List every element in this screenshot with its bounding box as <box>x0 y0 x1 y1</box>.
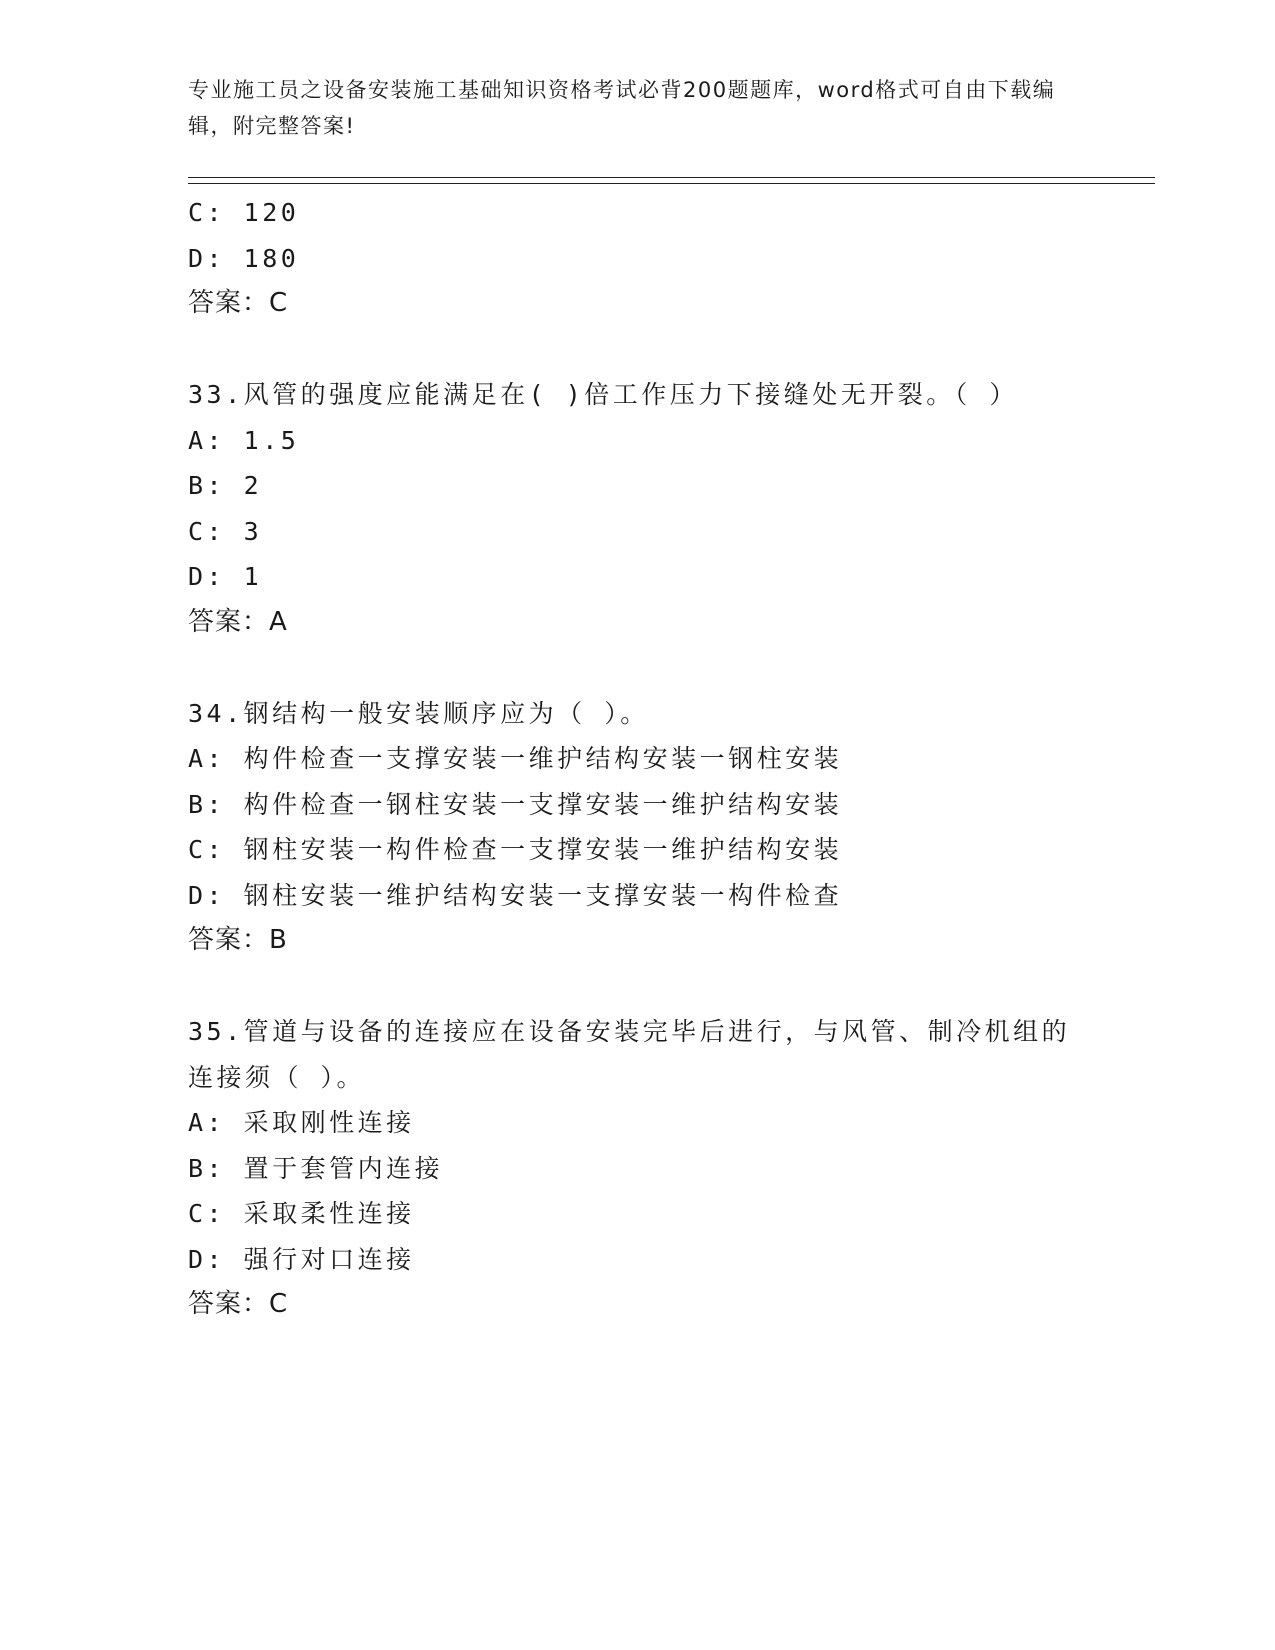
question-33 <box>188 372 1148 645</box>
question-35 <box>188 1009 1148 1328</box>
option-d: D: 钢柱安装一维护结构安装一支撑安装一构件检查 <box>188 880 843 910</box>
option-a: A: 构件检查一支撑安装一维护结构安装一钢柱安装 <box>188 744 843 773</box>
question-34 <box>188 691 1148 964</box>
option-b: B: 2 <box>188 471 263 500</box>
document-header: 专业施工员之设备安装施工基础知识资格考试必背200题题库，word格式可自由下载编辑，附完整答案! <box>188 78 1056 138</box>
document-body <box>188 190 1148 1328</box>
question-stem: 35.管道与设备的连接应在设备安装完毕后进行，与风管、制冷机组的连接须（ ）。 <box>188 1017 1071 1092</box>
answer: 答案：C <box>188 288 289 318</box>
spacer <box>188 645 1148 691</box>
option-b: B: 置于套管内连接 <box>188 1153 444 1183</box>
previous-question-tail <box>188 190 1148 327</box>
option-b: B: 构件检查一钢柱安装一支撑安装一维护结构安装 <box>188 789 843 819</box>
spacer <box>188 964 1148 1010</box>
option-d: D: 180 <box>188 243 300 273</box>
spacer <box>188 327 1148 373</box>
option-a: A: 1.5 <box>188 425 300 455</box>
answer: 答案：C <box>188 1289 289 1319</box>
question-stem: 34.钢结构一般安装顺序应为（ ）。 <box>188 698 649 728</box>
header-rule-top <box>188 177 1155 178</box>
option-c: C: 采取柔性连接 <box>188 1199 415 1228</box>
answer: 答案：A <box>188 606 288 637</box>
question-stem: 33.风管的强度应能满足在( )倍工作压力下接缝处无开裂。（ ） <box>188 380 1018 409</box>
option-d: D: 1 <box>188 562 263 591</box>
header-rule-bottom <box>188 183 1155 184</box>
option-c: C: 120 <box>188 198 300 227</box>
option-a: A: 采取刚性连接 <box>188 1108 415 1137</box>
option-c: C: 钢柱安装一构件检查一支撑安装一维护结构安装 <box>188 835 843 864</box>
answer: 答案：B <box>188 925 288 955</box>
option-d: D: 强行对口连接 <box>188 1244 415 1274</box>
option-c: C: 3 <box>188 516 263 546</box>
